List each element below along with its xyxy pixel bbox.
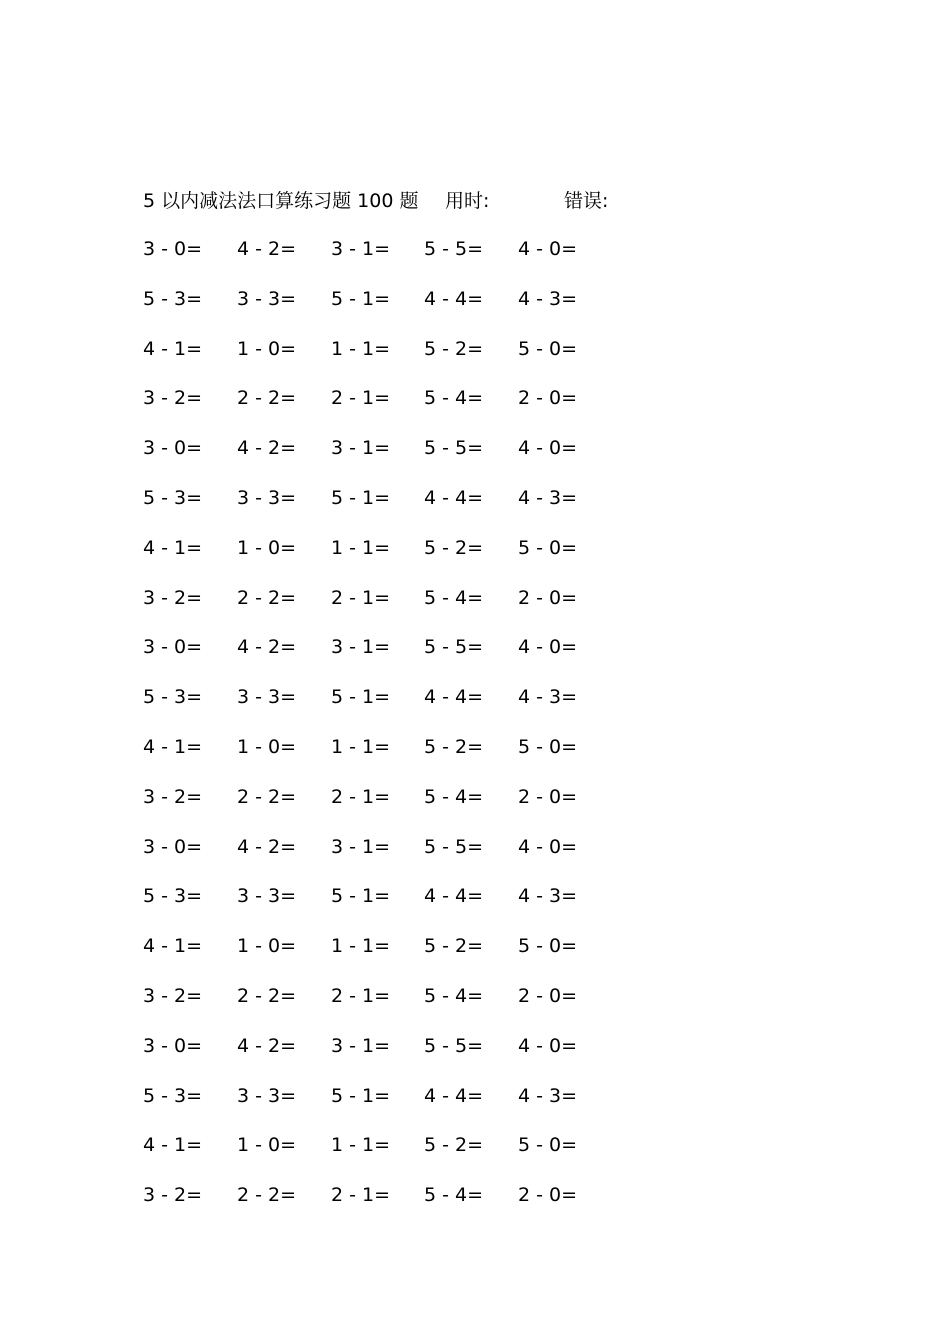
problem-row <box>143 782 703 832</box>
problem-item: 5 - 0= <box>518 337 578 360</box>
problem-row <box>143 981 703 1031</box>
problem-item: 5 - 4= <box>424 785 484 808</box>
problem-item: 1 - 0= <box>237 735 297 758</box>
problem-item: 5 - 1= <box>331 885 391 908</box>
problem-item: 4 - 2= <box>237 1034 297 1057</box>
problem-item: 3 - 3= <box>237 1084 297 1107</box>
worksheet-title: 5 以内减法法口算练习题 100 题 <box>143 190 419 212</box>
problem-item: 2 - 2= <box>237 785 297 808</box>
problem-item: 5 - 2= <box>424 1134 484 1157</box>
problem-item: 4 - 3= <box>518 486 578 509</box>
problem-item: 4 - 2= <box>237 437 297 460</box>
problem-row <box>143 433 703 483</box>
problem-item: 1 - 0= <box>237 536 297 559</box>
problem-item: 1 - 0= <box>237 337 297 360</box>
error-count-label: 错误: <box>564 190 609 212</box>
problem-item: 5 - 4= <box>424 984 484 1007</box>
problem-item: 3 - 2= <box>143 1184 203 1207</box>
problem-item: 3 - 1= <box>331 835 391 858</box>
problem-row <box>143 881 703 931</box>
problem-item: 3 - 3= <box>237 885 297 908</box>
problem-item: 5 - 3= <box>143 885 203 908</box>
problem-item: 3 - 2= <box>143 586 203 609</box>
problem-item: 2 - 0= <box>518 984 578 1007</box>
problem-item: 3 - 1= <box>331 238 391 260</box>
problem-item: 3 - 1= <box>331 1034 391 1057</box>
problem-item: 5 - 5= <box>424 636 484 659</box>
problem-item: 4 - 4= <box>424 1084 484 1107</box>
problem-item: 1 - 0= <box>237 935 297 958</box>
problem-row <box>143 533 703 583</box>
problem-item: 5 - 3= <box>143 1084 203 1107</box>
problem-item: 5 - 4= <box>424 1184 484 1207</box>
problem-row <box>143 1180 703 1230</box>
problem-item: 5 - 1= <box>331 686 391 709</box>
problem-item: 5 - 5= <box>424 1034 484 1057</box>
problem-item: 3 - 0= <box>143 437 203 460</box>
problem-item: 4 - 4= <box>424 287 484 310</box>
problem-row <box>143 583 703 633</box>
problem-item: 3 - 3= <box>237 287 297 310</box>
problem-item: 5 - 2= <box>424 337 484 360</box>
problem-item: 4 - 0= <box>518 636 578 659</box>
problem-item: 5 - 0= <box>518 935 578 958</box>
problem-item: 2 - 0= <box>518 1184 578 1207</box>
problem-item: 2 - 1= <box>331 586 391 609</box>
problem-item: 4 - 4= <box>424 686 484 709</box>
problem-item: 2 - 1= <box>331 1184 391 1207</box>
problem-item: 4 - 2= <box>237 238 297 260</box>
problem-item: 2 - 2= <box>237 387 297 410</box>
problem-item: 2 - 1= <box>331 984 391 1007</box>
problem-row <box>143 1031 703 1081</box>
problem-item: 5 - 5= <box>424 238 484 260</box>
problem-item: 4 - 0= <box>518 1034 578 1057</box>
problem-item: 2 - 2= <box>237 1184 297 1207</box>
problem-item: 4 - 0= <box>518 437 578 460</box>
problem-item: 2 - 2= <box>237 984 297 1007</box>
problem-item: 2 - 0= <box>518 785 578 808</box>
problem-item: 3 - 0= <box>143 835 203 858</box>
problem-item: 5 - 4= <box>424 387 484 410</box>
problem-item: 2 - 1= <box>331 387 391 410</box>
problem-item: 5 - 1= <box>331 1084 391 1107</box>
problem-item: 3 - 3= <box>237 486 297 509</box>
problem-row <box>143 234 703 284</box>
problem-item: 4 - 2= <box>237 636 297 659</box>
problem-item: 3 - 3= <box>237 686 297 709</box>
problem-item: 4 - 1= <box>143 935 203 958</box>
worksheet-header <box>143 186 783 216</box>
problem-grid <box>143 234 703 1230</box>
problem-item: 3 - 1= <box>331 437 391 460</box>
problem-item: 3 - 2= <box>143 984 203 1007</box>
problem-item: 5 - 5= <box>424 437 484 460</box>
problem-item: 4 - 1= <box>143 337 203 360</box>
problem-row <box>143 682 703 732</box>
problem-item: 4 - 4= <box>424 486 484 509</box>
problem-item: 2 - 0= <box>518 586 578 609</box>
problem-item: 3 - 1= <box>331 636 391 659</box>
problem-item: 5 - 1= <box>331 486 391 509</box>
problem-row <box>143 1081 703 1131</box>
problem-item: 1 - 1= <box>331 337 391 360</box>
problem-item: 3 - 0= <box>143 238 203 260</box>
problem-item: 5 - 0= <box>518 536 578 559</box>
problem-item: 5 - 3= <box>143 686 203 709</box>
problem-item: 4 - 1= <box>143 735 203 758</box>
problem-row <box>143 284 703 334</box>
problem-row <box>143 732 703 782</box>
problem-item: 4 - 3= <box>518 1084 578 1107</box>
problem-row <box>143 832 703 882</box>
problem-item: 3 - 0= <box>143 1034 203 1057</box>
problem-item: 4 - 4= <box>424 885 484 908</box>
problem-item: 2 - 1= <box>331 785 391 808</box>
problem-item: 5 - 0= <box>518 1134 578 1157</box>
problem-item: 5 - 0= <box>518 735 578 758</box>
problem-row <box>143 632 703 682</box>
problem-item: 5 - 5= <box>424 835 484 858</box>
problem-row <box>143 931 703 981</box>
problem-item: 5 - 1= <box>331 287 391 310</box>
problem-item: 1 - 1= <box>331 536 391 559</box>
problem-item: 1 - 1= <box>331 935 391 958</box>
problem-item: 5 - 4= <box>424 586 484 609</box>
problem-item: 3 - 0= <box>143 636 203 659</box>
problem-item: 4 - 2= <box>237 835 297 858</box>
problem-row <box>143 383 703 433</box>
problem-item: 1 - 1= <box>331 1134 391 1157</box>
problem-row <box>143 334 703 384</box>
problem-item: 2 - 2= <box>237 586 297 609</box>
problem-row <box>143 483 703 533</box>
problem-item: 1 - 1= <box>331 735 391 758</box>
time-used-label: 用时: <box>445 190 490 212</box>
problem-item: 4 - 0= <box>518 835 578 858</box>
problem-item: 4 - 1= <box>143 536 203 559</box>
problem-item: 5 - 3= <box>143 287 203 310</box>
problem-item: 5 - 2= <box>424 935 484 958</box>
problem-item: 4 - 3= <box>518 686 578 709</box>
problem-item: 5 - 2= <box>424 536 484 559</box>
problem-item: 3 - 2= <box>143 785 203 808</box>
problem-item: 1 - 0= <box>237 1134 297 1157</box>
problem-item: 4 - 3= <box>518 885 578 908</box>
problem-item: 2 - 0= <box>518 387 578 410</box>
problem-item: 4 - 0= <box>518 238 578 260</box>
problem-row <box>143 1130 703 1180</box>
problem-item: 5 - 2= <box>424 735 484 758</box>
problem-item: 5 - 3= <box>143 486 203 509</box>
problem-item: 4 - 3= <box>518 287 578 310</box>
problem-item: 3 - 2= <box>143 387 203 410</box>
problem-item: 4 - 1= <box>143 1134 203 1157</box>
